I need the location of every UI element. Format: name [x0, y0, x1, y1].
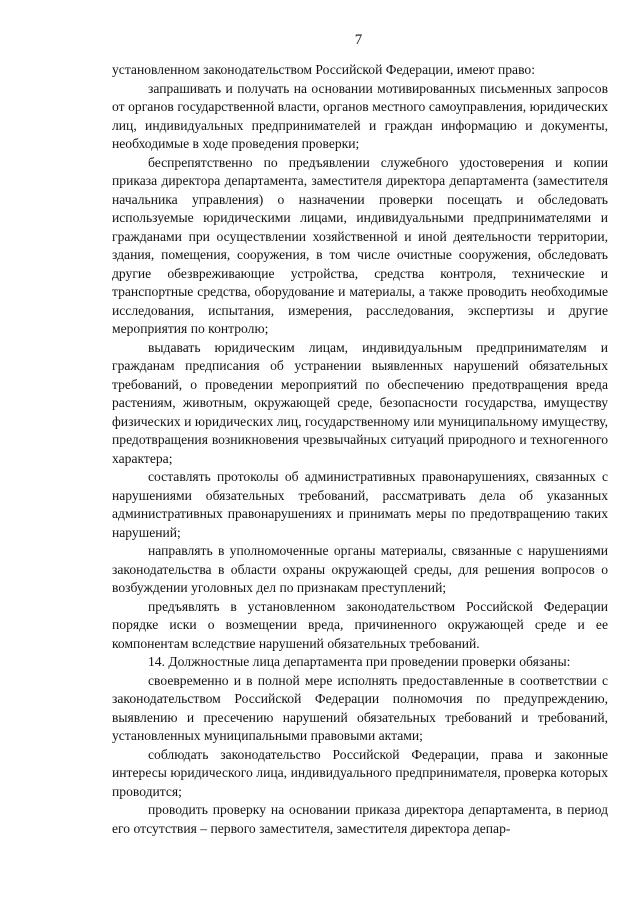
paragraph-duty-observe-law: соблюдать законодательство Российской Федерации, права и законные интересы юридического лица, индивидуального предпринимателя, проверка которых проводится;	[112, 746, 608, 799]
paragraph-right-request-info: запрашивать и получать на основании мотивированных письменных запросов от органов государственной власти, органов местного самоуправления, юридических лиц, индивидуальных предпринимателей и граждан информацию и документы, необходимые в ходе проведения проверки;	[112, 80, 608, 151]
paragraph-duty-inspect-by-order: проводить проверку на основании приказа директора департамента, в период его отсутствия – первого заместителя, заместителя директора депар-	[112, 802, 608, 836]
paragraph-right-visit-inspect: беспрепятственно по предъявлении служебного удостоверения и копии приказа директора департамента, заместителя директора департамента (заместителя начальника управления) о назначении проверки посещать и обследовать используемые юридическими лицами, индивидуальными предпринимателями и гражданами при осуществлении хозяйственной и иной деятельности территории, здания, помещения, сооружения, в том числе очистные сооружения, обследовать другие обезвреживающие устройства, средства контроля, технические и транспортные средства, оборудование и материалы, а также проводить необходимые исследования, испытания, измерения, расследования, экспертизы и другие мероприятия по контролю;	[112, 154, 608, 336]
body-text	[112, 61, 608, 838]
paragraph-clause-14: 14. Должностные лица департамента при проведении проверки обязаны:	[148, 654, 571, 669]
paragraph-right-file-claims: предъявлять в установленном законодательством Российской Федерации порядке иски о возмещении вреда, причиненного окружающей среде и ее компонентам вследствие нарушений обязательных требований.	[112, 598, 608, 651]
paragraph-right-issue-orders: выдавать юридическим лицам, индивидуальным предпринимателям и гражданам предписания об устранении выявленных нарушений обязательных требований, о проведении мероприятий по обеспечению предотвращения вреда растениям, животным, окружающей среде, безопасности государства, имуществу физических и юридических лиц, государственному или муниципальному имуществу, предотвращения возникновения чрезвычайных ситуаций природного и техногенного характера;	[112, 339, 608, 466]
paragraph-right-draw-protocols: составлять протоколы об административных правонарушениях, связанных с нарушениями обязательных требований, рассматривать дела об указанных административных правонарушениях и принимать меры по предотвращению таких нарушений;	[112, 469, 608, 540]
page-number: 7	[354, 32, 363, 48]
paragraph-duty-exercise-powers: своевременно и в полной мере исполнять предоставленные в соответствии с законодательством Российской Федерации полномочия по предупреждению, выявлению и пресечению нарушений обязательных требований и требований, установленных муниципальными правовыми актами;	[112, 672, 608, 743]
paragraph-right-send-materials: направлять в уполномоченные органы материалы, связанные с нарушениями законодательства в области охраны окружающей среды, для решения вопросов о возбуждении уголовных дел по признакам преступлений;	[112, 543, 608, 595]
paragraph-intro: установленном законодательством Российской Федерации, имеют право:	[112, 62, 535, 77]
